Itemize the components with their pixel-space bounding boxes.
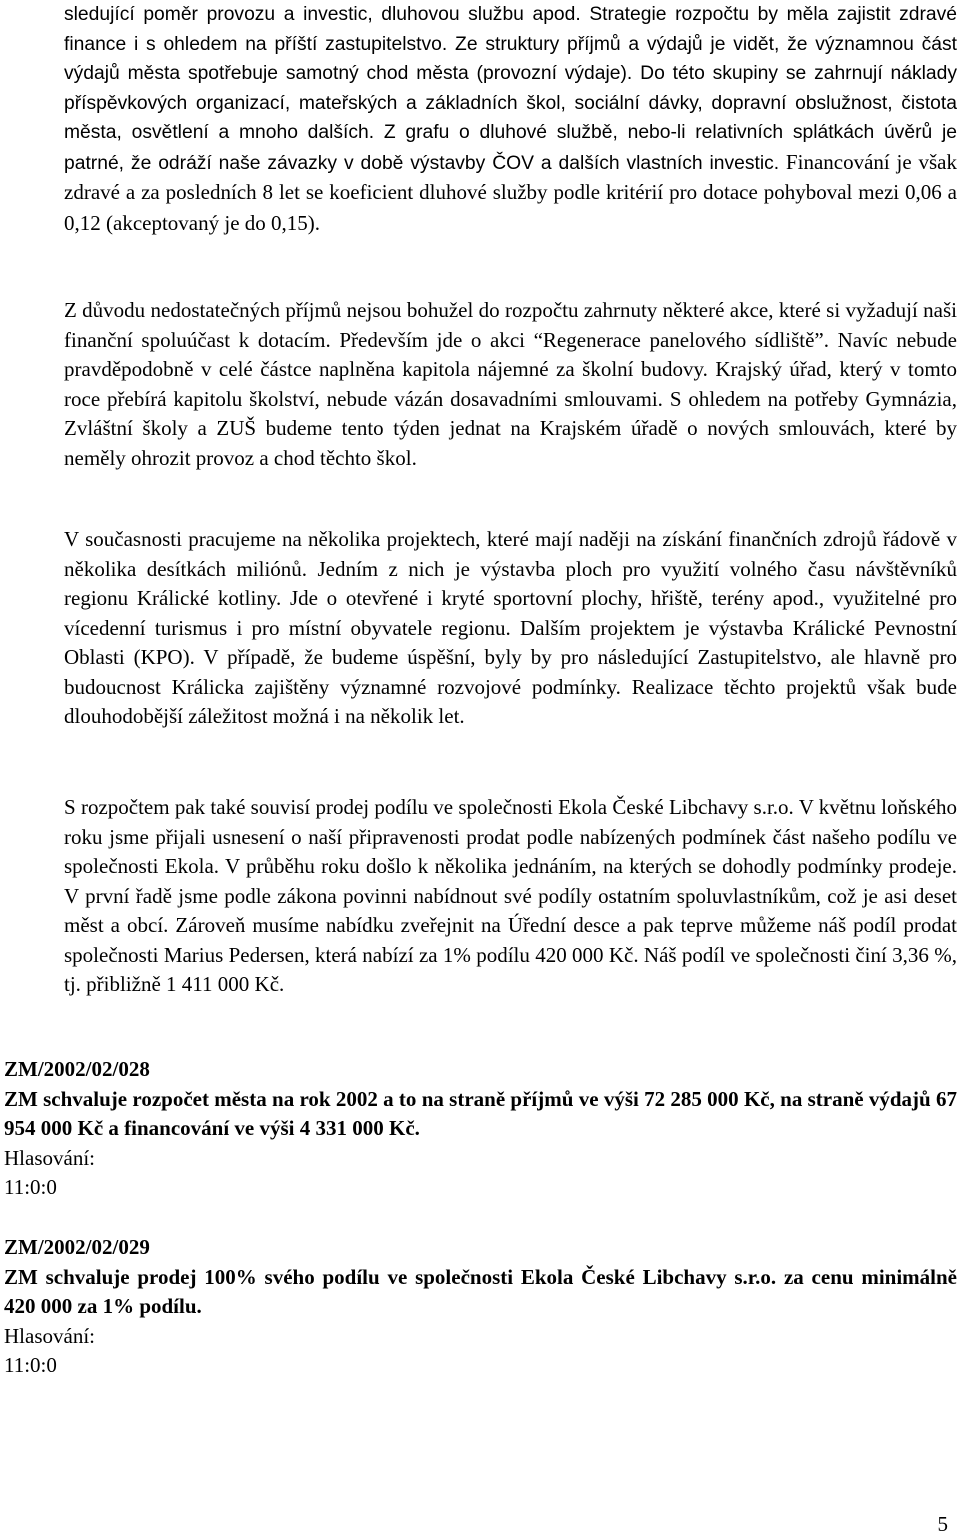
paragraph-projects: V současnosti pracujeme na několika projektech, které mají naději na získání finančních zdrojů řádově v několika desítkách miliónů. Jedním z nich je výstavba ploch pro využití volného času návštěvníků regionu Králické kotliny. Jde o otevřené i kryté sportovní plochy, hřiště, terény apod., využitelné pro vícedenní turismus i pro místní obyvatele regionu. Dalším projektem je výstavba Králické Pevnostní Oblasti (KPO). V případě, že budeme úspěšní, byly by pro následující Zastupitelstvo, ale hlavně pro budoucnost Králicka zajištěny významné rozvojové podmínky. Realizace těchto projektů však bude dlouhodobější záležitost možná i na několik let. (64, 527, 957, 728)
paragraph-budget-strategy-sans-text: sledující poměr provozu a investic, dluhovou službu apod. Strategie rozpočtu by měla zajistit zdravé finance i s ohledem na příští zastupitelstvo. Ze struktury příjmů a výdajů je vidět, že významnou část výdajů města spotřebuje samotný chod města (provozní výdaje). Do této skupiny se zahrnují náklady příspěvkových organizací, mateřských a základních škol, sociální dávky, dopravní obslužnost, čistota města, osvětlení a mnoho dalších. Z grafu o dluhové službě, nebo-li relativních splátkách úvěrů je patrné, že odráží naše závazky v době výstavby ČOV a dalších vlastních investic. (64, 4, 957, 174)
vote-result: 11:0:0 (4, 1175, 57, 1199)
page-number: 5 (937, 1512, 948, 1536)
vote-label: Hlasování: (4, 1323, 95, 1348)
paragraph-unfunded-actions: Z důvodu nedostatečných příjmů nejsou bohužel do rozpočtu zahrnuty některé akce, které si vyžadují naši finanční spoluúčast k dotacím. Především jde o akci “Regenerace panelového sídliště”. Navíc nebude pravděpodobně v celé částce naplněna kapitola nájemné za školní budovy. Krajský úřad, který v tomto roce přebírá kapitolu školství, nebude vázán dosavadními smlouvami. S ohledem na potřeby Gymnázia, Zvláštní školy a ZUŠ budeme tento týden jednat na Krajském úřadě o nových smlouvách, které by neměly ohrozit provoz a chod těchto škol. (64, 298, 957, 470)
vote-result: 11:0:0 (4, 1353, 57, 1377)
resolution-id: ZM/2002/02/028 (4, 1057, 150, 1081)
resolution-id: ZM/2002/02/029 (4, 1235, 150, 1259)
resolution-block (4, 1055, 957, 1203)
paragraph-ekola-sale: S rozpočtem pak také souvisí prodej podílu ve společnosti Ekola České Libchavy s.r.o. V květnu loňského roku jsme přijali usnesení o naší připravenosti prodat podle nabízených podmínek část našeho podílu ve společnosti Ekola. V průběhu roku došlo k několika jednáním, na kterých se dohodly podmínky prodeje. V první řadě jsme podle zákona povinni nabídnout své podíly ostatním spoluvlastníkům, což je asi deset měst a obcí. Zároveň musíme nabídku zveřejnit na Úřední desce a pak teprve můžeme náš podíl prodat společnosti Marius Pedersen, která nabízí za 1% podílu 420 000 Kč. Náš podíl ve společnosti činí 3,36 %, tj. přibližně 1 411 000 Kč. (64, 795, 957, 996)
resolution-text: ZM schvaluje prodej 100% svého podílu ve společnosti Ekola České Libchavy s.r.o. za cenu minimálně 420 000 za 1% podílu. (4, 1264, 957, 1318)
resolution-text: ZM schvaluje rozpočet města na rok 2002 a to na straně příjmů ve výši 72 285 000 Kč, na straně výdajů 67 954 000 Kč a financování ve výši 4 331 000 Kč. (4, 1086, 957, 1140)
vote-label: Hlasování: (4, 1145, 95, 1170)
resolution-block (4, 1233, 957, 1381)
paragraph-budget-strategy (64, 0, 957, 239)
paragraph-budget-strategy-serif-text: Financování je však zdravé a za posledních 8 let se koeficient dluhové služby podle kritérií pro dotace pohyboval mezi 0,06 a 0,12 (akceptovaný je do 0,15). (64, 149, 957, 235)
